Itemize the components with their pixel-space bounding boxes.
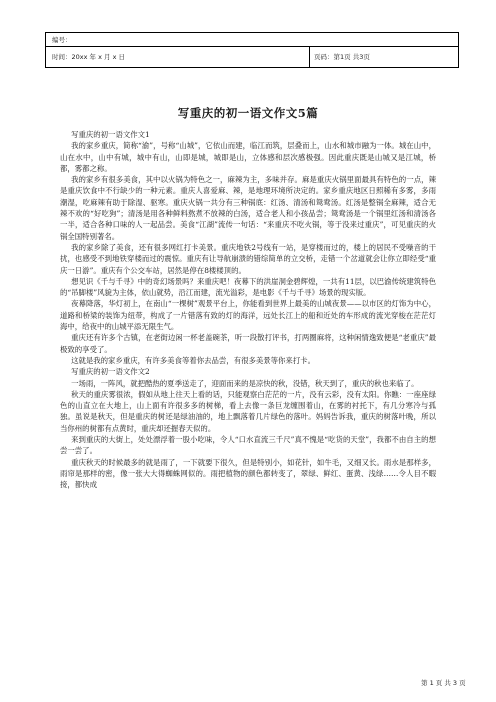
paragraph: 一场雨，一阵风，就把酷热的夏季送走了，迎面而来的是凉快的秋，没错，秋天到了，重庆的秋也来临了。: [71, 378, 419, 388]
paragraph: 我的家乡有很多美食，其中以火锅为特色之一，麻辣为主，多味并存。麻是重庆火锅里面最具有特色的一点，辣是重庆饮食中不行缺少的一种元素。重庆人喜爱麻、辣，是地理环境所决定的。家乡重庆地区日照稀有多雾，多雨潮湿，吃麻辣有助于除湿、驱寒。重庆火锅一共分有三种锅底：红汤、清汤和鸳鸯汤。红汤是整锅全麻辣，适合无辣不欢的“好吃狗”；清汤是用各种鲜料熬煮不放辣的白汤，适合老人和小孩品尝；鸳鸯汤是一个锅里红汤和清汤各一半，适合各种口味的人一起品尝。美食“江湖”流传一句话：“来重庆不吃火锅，等于没来过重庆”，可见重庆的火锅全国特别著名。: [60, 175, 436, 241]
document-number-label: 编号：: [52, 36, 72, 44]
paragraph: 重庆秋天的时候最多的就是雨了，一下就要下很久，但是特别小，如花针，如牛毛，又细又长。雨水是那样多，雨帘是那样的密，像一张大大得蜘蛛网似的。雨把植物的颜色都转变了，翠绿、鲜红、蛋黄、浅绿……令人目不暇接，都快成: [60, 457, 436, 490]
header-divider: [309, 46, 310, 68]
page-indicator-label: 页码：第1页 共3页: [314, 53, 370, 61]
paragraph: 夜幕降落，华灯初上，在南山“一棵树”观景平台上，你能看到世界上最美的山城夜景——以市区的灯饰为中心，道路和桥梁的装饰为纽带，构成了一片错落有致的灯的海洋，远处长江上的船和近处的车形成的流光穿梭在茫茫灯海中，给夜中的山城平添无限生气。: [60, 299, 436, 332]
article-body: [60, 129, 436, 491]
document-time-label: 时间：20xx 年 x 月 x 日: [52, 53, 125, 61]
page-footer: 第 1 页 共 3 页: [421, 679, 466, 687]
page-title: 写重庆的初一语文作文5篇: [177, 106, 319, 120]
paragraph: 这就是我的家乡重庆，有许多美食等着你去品尝，有很多美景等你来打卡。: [71, 355, 315, 365]
document-header-table: [45, 32, 459, 68]
paragraph: 来到重庆的大街上，处处漂浮着一股小吃味，令人“口水直流三千尺”真不愧是“吃货的天堂”，我都不由自主的想尝一尝了。: [60, 435, 436, 456]
essay-heading-2: 写重庆的初一语文作文2: [71, 367, 150, 377]
paragraph: 重庆还有许多个古镇，在老街边闲一杯老盖碗茶，听一段散打评书，打两圈麻将，这种闲情逸致便是“老重庆”最极致的享受了。: [60, 333, 436, 354]
header-row-time-page: [46, 46, 458, 68]
paragraph: 秋天的重庆雾很浓，假如从地上往天上看的话，只能观察白茫茫的一片，没有云彩，没有太阳。你瞧：一座座绿色的山直立在大地上，山上面有许很多多的树梯，看上去像一条巨龙缠围着山，在雾的衬托下，有几分寒冷与孤独。虽说是秋天，但是重庆的树还是绿油油的，地上飘落着几片绿色的落叶。妈妈告诉我，重庆的树落叶晚，所以当你州的树都有点黄时，重庆却还握春天似的。: [60, 389, 436, 433]
paragraph: 想见识《千与千寻》中的奇幻场景吗？来重庆吧！夜幕下的洪崖洞金碧辉煌，一共有11层，以巴渝传统建筑特色的“吊脚楼”风貌为主体，依山就势，沿江而建，流光溢彩，是电影《千与千寻》场景的现实版。: [60, 276, 436, 298]
essay-heading-1: 写重庆的初一语文作文1: [71, 130, 150, 139]
header-row-number: [46, 33, 458, 47]
paragraph: 我的家乡除了美食，还有很多网红打卡美景。重庆地铁2号线有一站，是穿楼而过的，楼上的居民不受噪音的干扰，也感受不到地铁穿楼而过的震惊。重庆有让导航崩溃的错综简单的立交桥，走错一个岔道就会让你立即经受“重庆一日游”。重庆有个公交车站，居然是停在8楼楼顶的。: [60, 242, 436, 275]
paragraph: 我的家乡重庆，简称“渝”，号称“山城”，它依山而建，临江而筑，层叠而上，山水和城市融为一体。城在山中，山在水中，山中有城，城中有山，山即是城，城即是山，立体感和层次感极强。因此重庆既是山城又是江城，桥都，雾都之称。: [60, 141, 436, 173]
